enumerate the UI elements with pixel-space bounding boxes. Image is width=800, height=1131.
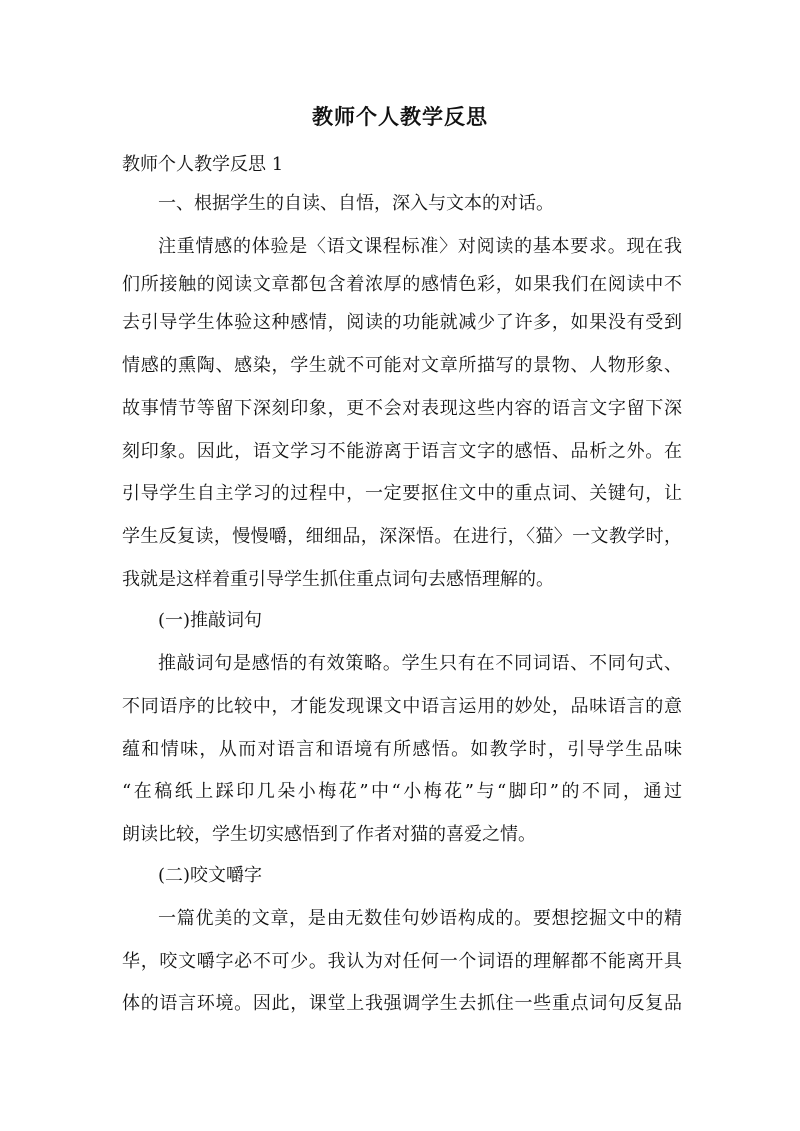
paragraph-line: 们所接触的阅读文章都包含着浓厚的感情色彩，如果我们在阅读中不 — [122, 274, 682, 295]
paragraph-line: 刻印象。因此，语文学习不能游离于语言文字的感悟、品析之外。在 — [122, 441, 682, 462]
paragraph-line: 学生反复读，慢慢嚼，细细品，深深悟。在进行，〈猫〉一文教学时， — [122, 526, 682, 547]
paragraph-line: 引导学生自主学习的过程中，一定要抠住文中的重点词、关键句，让 — [122, 483, 682, 504]
paragraph-line: 华，咬文嚼字必不可少。我认为对任何一个词语的理解都不能离开具 — [122, 951, 682, 972]
paragraph-line: 朗读比较，学生切实感悟到了作者对猫的喜爱之情。 — [122, 824, 536, 845]
paragraph-line: “在稿纸上踩印几朵小梅花”中“小梅花”与“脚印”的不同，通过 — [122, 781, 682, 802]
paragraph-line: 一篇优美的文章，是由无数佳句妙语构成的。要想挖掘文中的精 — [158, 908, 682, 929]
paragraph-line: 蕴和情味，从而对语言和语境有所感悟。如教学时，引导学生品味 — [122, 739, 682, 760]
subheading-2: (二)咬文嚼字 — [158, 865, 263, 886]
paragraph-line: 我就是这样着重引导学生抓住重点词句去感悟理解的。 — [122, 569, 554, 590]
paragraph-line: 不同语序的比较中，才能发现课文中语言运用的妙处，品味语言的意 — [122, 696, 682, 717]
paragraph-line: 推敲词句是感悟的有效策略。学生只有在不同词语、不同句式、 — [158, 653, 682, 674]
paragraph-line: 故事情节等留下深刻印象，更不会对表现这些内容的语言文字留下深 — [122, 398, 682, 419]
document-title: 教师个人教学反思 — [312, 104, 488, 129]
heading-point-1: 一、根据学生的自读、自悟，深入与文本的对话。 — [158, 193, 554, 214]
section-heading: 教师个人教学反思 1 — [122, 154, 284, 175]
paragraph-line: 注重情感的体验是〈语文课程标准〉对阅读的基本要求。现在我 — [158, 236, 682, 257]
paragraph-line: 情感的熏陶、感染，学生就不可能对文章所描写的景物、人物形象、 — [122, 355, 682, 376]
subheading-1: (一)推敲词句 — [158, 610, 263, 631]
paragraph-line: 去引导学生体验这种感情，阅读的功能就减少了许多，如果没有受到 — [122, 312, 682, 333]
paragraph-line: 体的语言环境。因此，课堂上我强调学生去抓住一些重点词句反复品 — [122, 993, 682, 1014]
